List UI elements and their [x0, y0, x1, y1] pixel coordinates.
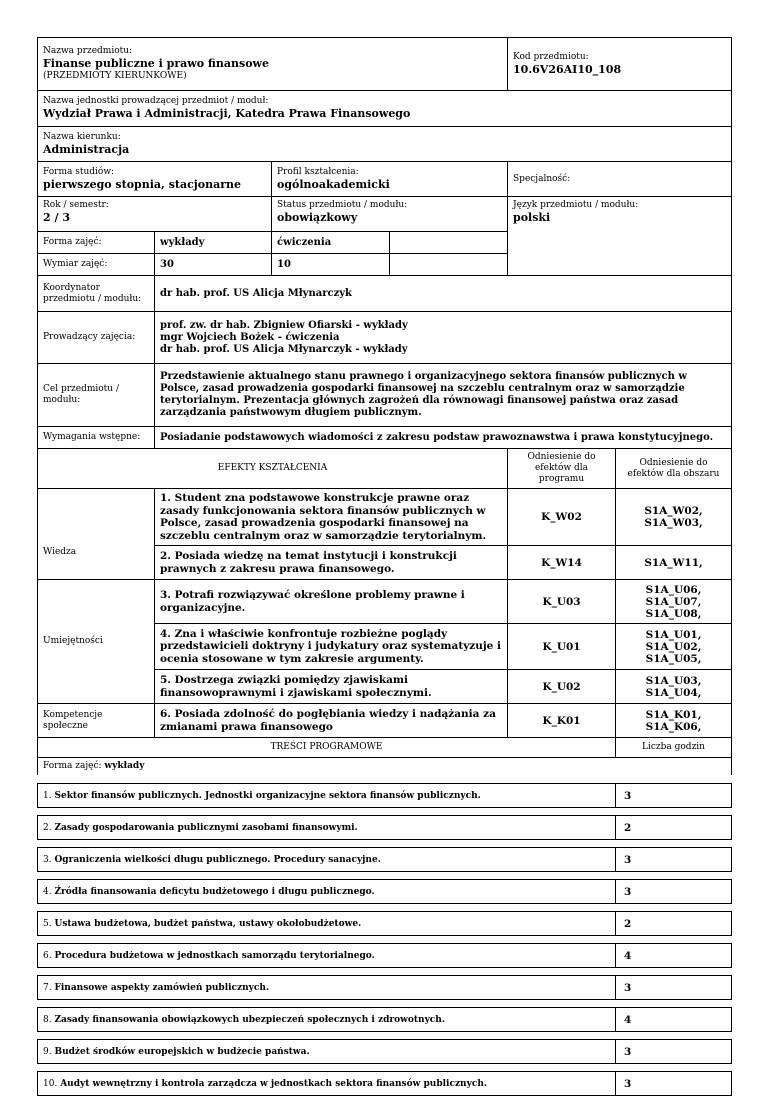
form-of-classes — [38, 758, 732, 776]
subject-name-label: Nazwa przedmiotu: — [43, 46, 133, 56]
topic-item: 4. Źródła finansowania deficytu budżetowego i długu publicznego. — [38, 880, 616, 904]
content-table — [37, 737, 732, 775]
prereq-value: Posiadanie podstawowych wiadomości z zakresu podstaw prawoznawstwa i prawa konstytucyjnego. — [155, 427, 732, 449]
topic-item: 7. Finansowe aspekty zamówień publicznych. — [38, 976, 616, 1000]
effect-text: 1. Student zna podstawowe konstrukcje prawne oraz zasady funkcjonowania sektora finansów publicznych w Polsce, zasad prowadzenia gospodarki finansowej na szczeblu centralnym oraz w samorządzie terytorialnym. — [155, 489, 508, 546]
subject-group: (PRZEDMIOTY KIERUNKOWE) — [43, 71, 187, 81]
profile-label: Profil kształcenia: — [277, 166, 359, 177]
topic-hours: 2 — [616, 912, 732, 936]
effects-header: EFEKTY KSZTAŁCENIA — [38, 449, 508, 489]
year-label: Rok / semestr: — [43, 200, 109, 210]
hours-empty — [390, 254, 508, 276]
prereq-label: Wymagania wstępne: — [38, 427, 155, 449]
category-knowledge: Wiedza — [38, 489, 155, 580]
effect-area: S1A_W02, S1A_W03, — [616, 489, 732, 546]
topic-item: 9. Budżet środków europejskich w budżecie państwa. — [38, 1040, 616, 1064]
field-cell — [38, 127, 732, 162]
effect-code: K_K01 — [508, 704, 616, 738]
category-social: Kompetencje społeczne — [38, 704, 155, 738]
goal-value: Przedstawienie aktualnego stanu prawnego i organizacyjnego sektora finansów publicznych w Polsce, zasad prowadzenia gospodarki finansowej na szczeblu centralnym oraz w samorządzie terytorialnym. Prezentacja głównych zagrożeń dla równowagi finansowej państwa oraz zasad zarządzania państwowym długiem publicznym. — [155, 364, 732, 427]
effect-area: S1A_U06, S1A_U07, S1A_U08, — [616, 580, 732, 624]
topic-item: 10. Audyt wewnętrzny i kontrola zarządcza w jednostkach sektora finansów publicznych. — [38, 1072, 616, 1096]
status-cell — [272, 197, 508, 232]
topic-hours: 4 — [616, 1008, 732, 1032]
study-form-cell — [38, 162, 272, 197]
ref-program-header: Odniesienie do efektów dla programu — [508, 449, 616, 489]
topic-hours: 3 — [616, 976, 732, 1000]
teacher-line: mgr Wojciech Bożek - ćwiczenia — [160, 331, 340, 343]
profile-cell — [272, 162, 508, 197]
topic-item: 2. Zasady gospodarowania publicznymi zasobami finansowymi. — [38, 816, 616, 840]
study-form-label: Forma studiów: — [43, 166, 115, 177]
status-value: obowiązkowy — [277, 211, 358, 224]
content-hours-header: Liczba godzin — [616, 738, 732, 758]
year-value: 2 / 3 — [43, 211, 70, 224]
unit-cell — [38, 91, 732, 127]
subject-code-label: Kod przedmiotu: — [513, 51, 589, 62]
topic-hours: 3 — [616, 1072, 732, 1096]
teachers-label: Prowadzący zajęcia: — [38, 312, 155, 364]
info-table — [37, 37, 732, 449]
hours-lecture: 30 — [155, 254, 272, 276]
subject-name: Finanse publiczne i prawo finansowe — [43, 57, 270, 70]
subject-name-cell — [38, 38, 508, 91]
teacher-line: prof. zw. dr hab. Zbigniew Ofiarski - wykłady — [160, 319, 408, 331]
topic-hours: 3 — [616, 784, 732, 808]
effect-code: K_W14 — [508, 546, 616, 580]
effect-code: K_W02 — [508, 489, 616, 546]
topic-item: 8. Zasady finansowania obowiązkowych ubezpieczeń społecznych i zdrowotnych. — [38, 1008, 616, 1032]
syllabus-page — [37, 37, 731, 1096]
category-skills: Umiejętności — [38, 580, 155, 704]
coordinator-value: dr hab. prof. US Alicja Młynarczyk — [155, 276, 732, 312]
unit-label: Nazwa jednostki prowadzącej przedmiot / moduł: — [43, 96, 269, 106]
study-form-value: pierwszego stopnia, stacjonarne — [43, 177, 242, 191]
teacher-line: dr hab. prof. US Alicja Młynarczyk - wykłady — [160, 343, 408, 355]
effect-area: S1A_K01, S1A_K06, — [616, 704, 732, 738]
subject-code: 10.6V26AI10_108 — [513, 62, 622, 76]
effect-text: 3. Potrafi rozwiązywać określone problemy prawne i organizacyjne. — [155, 580, 508, 624]
language-label: Język przedmiotu / modułu: — [513, 200, 639, 210]
profile-value: ogólnoakademicki — [277, 177, 390, 191]
form-of-classes-value: wykłady — [104, 761, 145, 771]
class-exercise: ćwiczenia — [272, 232, 390, 254]
class-empty — [390, 232, 508, 254]
effect-code: K_U03 — [508, 580, 616, 624]
topic-hours: 3 — [616, 1040, 732, 1064]
effect-area: S1A_W11, — [616, 546, 732, 580]
effect-text: 4. Zna i właściwie konfrontuje rozbieżne poglądy przedstawicieli doktryny i judykatury oraz systematyzuje i ocenia stosowane w tym zakresie argumenty. — [155, 624, 508, 670]
effect-code: K_U02 — [508, 670, 616, 704]
topic-item: 3. Ograniczenia wielkości długu publicznego. Procedury sanacyjne. — [38, 848, 616, 872]
topic-hours: 3 — [616, 880, 732, 904]
coordinator-label: Koordynator przedmiotu / modułu: — [38, 276, 155, 312]
topic-hours: 2 — [616, 816, 732, 840]
year-cell — [38, 197, 272, 232]
topic-item: 1. Sektor finansów publicznych. Jednostki organizacyjne sektora finansów publicznych. — [38, 784, 616, 808]
teachers-cell — [155, 312, 732, 364]
classes-label: Forma zajęć: — [38, 232, 155, 254]
effect-text: 5. Dostrzega związki pomiędzy zjawiskami finansowoprawnymi i zjawiskami społecznymi. — [155, 670, 508, 704]
status-label: Status przedmiotu / modułu: — [277, 200, 408, 210]
goal-label: Cel przedmiotu / modułu: — [38, 364, 155, 427]
effect-code: K_U01 — [508, 624, 616, 670]
language-value: polski — [513, 211, 551, 224]
effect-area: S1A_U01, S1A_U02, S1A_U05, — [616, 624, 732, 670]
content-header: TREŚCI PROGRAMOWE — [38, 738, 616, 758]
language-cell — [508, 197, 732, 276]
hours-exercise: 10 — [272, 254, 390, 276]
field-label: Nazwa kierunku: — [43, 131, 121, 142]
topic-item: 5. Ustawa budżetowa, budżet państwa, ustawy okołobudżetowe. — [38, 912, 616, 936]
topics-table — [37, 783, 732, 1096]
ref-area-header: Odniesienie do efektów dla obszaru — [616, 449, 732, 489]
unit-value: Wydział Prawa i Administracji, Katedra Prawa Finansowego — [43, 107, 411, 120]
effect-text: 2. Posiada wiedzę na temat instytucji i konstrukcji prawnych z zakresu prawa finansowego. — [155, 546, 508, 580]
effects-table — [37, 448, 732, 738]
topic-item: 6. Procedura budżetowa w jednostkach samorządu terytorialnego. — [38, 944, 616, 968]
field-value: Administracja — [43, 142, 130, 156]
topic-hours: 3 — [616, 848, 732, 872]
hours-label: Wymiar zajęć: — [38, 254, 155, 276]
specialty-label: Specjalność: — [513, 173, 571, 184]
specialty-cell — [508, 162, 732, 197]
form-of-classes-label: Forma zajęć: — [43, 761, 105, 771]
subject-code-cell — [508, 38, 732, 91]
effect-text: 6. Posiada zdolność do pogłębiania wiedzy i nadążania za zmianami prawa finansowego — [155, 704, 508, 738]
effect-area: S1A_U03, S1A_U04, — [616, 670, 732, 704]
topic-hours: 4 — [616, 944, 732, 968]
class-lecture: wykłady — [155, 232, 272, 254]
